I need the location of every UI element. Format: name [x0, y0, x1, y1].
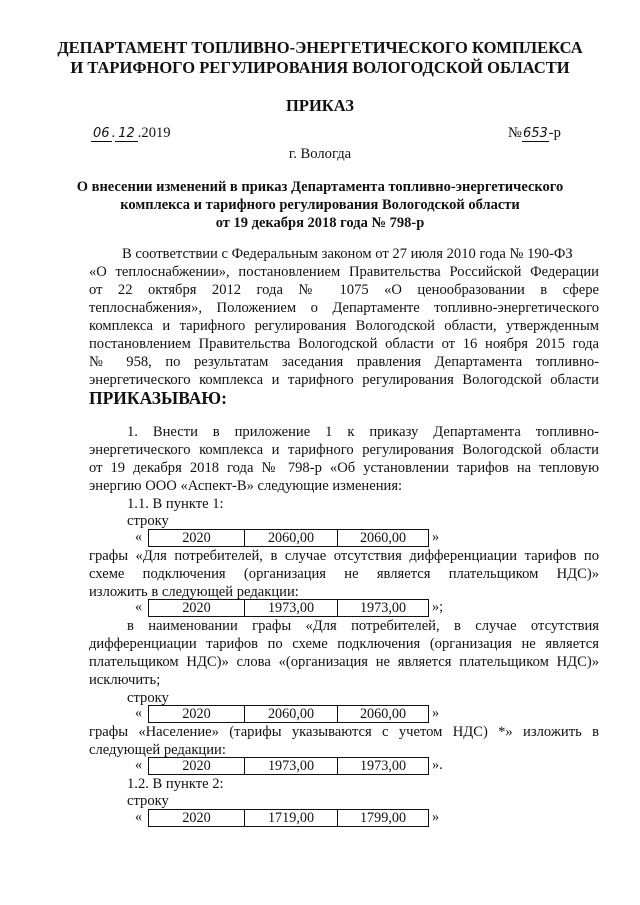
tariff-table	[148, 599, 429, 617]
stroku-label: строку	[127, 513, 169, 529]
department-name-line-1: ДЕПАРТАМЕНТ ТОПЛИВНО-ЭНЕРГЕТИЧЕСКОГО КОМПЛЕКСА	[57, 38, 583, 57]
document-type: ПРИКАЗ	[286, 96, 354, 115]
preamble-line: В соответствии с Федеральным законом от 27 июля 2010 года № 190-ФЗ	[122, 246, 573, 262]
value-cell: 1973,00	[245, 600, 338, 616]
row-open-quote: «	[135, 529, 143, 545]
subitem-1-1: 1.1. В пункте 1:	[127, 496, 224, 512]
row-open-quote: «	[135, 599, 143, 615]
row-open-quote: «	[135, 757, 143, 773]
tariff-table	[148, 529, 429, 547]
item1-line: 1. Внести в приложение 1 к приказу Департамента топливно-	[127, 424, 599, 440]
number-suffix: -р	[548, 125, 561, 141]
department-name-line-2: И ТАРИФНОГО РЕГУЛИРОВАНИЯ ВОЛОГОДСКОЙ ОБЛАСТИ	[70, 58, 570, 77]
item1-line: от 19 декабря 2018 года № 798-р «Об установлении тарифов на тепловую	[89, 460, 599, 476]
value-cell: 2060,00	[359, 706, 407, 722]
stroku-label: строку	[127, 793, 169, 809]
grafy-line: схеме подключения (организация не является плательщиком НДС)»	[89, 566, 599, 582]
tariff-table	[148, 757, 429, 775]
tariff-row	[135, 529, 445, 546]
value-cell: 1973,00	[245, 758, 338, 774]
tariff-row	[135, 757, 455, 774]
preamble-line: комплекса и тарифного регулирования Вологодской области, утвержденным	[89, 318, 599, 334]
tariff-table	[148, 705, 429, 723]
value-cell: 1973,00	[359, 758, 407, 774]
grafy-line: графы «Для потребителей, в случае отсутствия дифференциации тарифов по	[89, 548, 599, 564]
title-line-3: от 19 декабря 2018 года № 798-р	[215, 215, 425, 231]
year-cell: 2020	[149, 758, 245, 774]
value-cell: 2060,00	[359, 530, 407, 546]
naim-line: дифференциации тарифов по схеме подключения (организация не является	[89, 636, 599, 652]
grafy-line: изложить в следующей редакции:	[89, 584, 299, 600]
date-day: 06	[93, 126, 110, 141]
row-close-quote: »;	[432, 599, 444, 615]
order-number	[508, 125, 561, 142]
grafy-line: следующей редакции:	[89, 742, 226, 758]
row-close-quote: ».	[432, 757, 443, 773]
tariff-row	[135, 705, 445, 722]
value-cell: 1719,00	[245, 810, 338, 826]
row-close-quote: »	[432, 529, 440, 545]
tariff-row	[135, 599, 455, 616]
number-value: 653	[522, 126, 548, 141]
preamble-line: от 22 октября 2012 года № 1075 «О ценообразовании в сфере	[89, 282, 599, 298]
grafy-line: графы «Население» (тарифы указываются с учетом НДС) *» изложить в	[89, 724, 599, 740]
preamble-line: постановлением Правительства Вологодской области от 16 ноября 2015 года	[89, 336, 599, 352]
year-cell: 2020	[149, 530, 245, 546]
preamble-line: теплоснабжения», Положением о Департаменте топливно-энергетического	[89, 300, 599, 316]
date-month: 12	[115, 126, 138, 142]
year-cell: 2020	[149, 600, 245, 616]
preamble-line: «О теплоснабжении», постановлением Правительства Российской Федерации	[89, 264, 599, 280]
tariff-row	[135, 809, 445, 826]
tariff-table	[148, 809, 429, 827]
year-cell: 2020	[149, 706, 245, 722]
naim-line: в наименовании графы «Для потребителей, в случае отсутствия	[127, 618, 599, 634]
row-close-quote: »	[432, 705, 440, 721]
value-cell: 1973,00	[359, 600, 407, 616]
preamble-line: № 958, по результатам заседания правления Департамента топливно-	[89, 354, 599, 370]
value-cell: 2060,00	[245, 706, 338, 722]
city: г. Вологда	[288, 146, 352, 162]
item1-line: энергетического комплекса и тарифного регулирования Вологодской области	[89, 442, 599, 458]
number-prefix: №	[508, 125, 522, 141]
title-line-1: О внесении изменений в приказ Департамента топливно-энергетического	[76, 179, 564, 195]
value-cell: 1799,00	[359, 810, 407, 826]
row-close-quote: »	[432, 809, 440, 825]
date-year: .2019	[137, 125, 171, 141]
subitem-1-2: 1.2. В пункте 2:	[127, 776, 224, 792]
value-cell: 2060,00	[245, 530, 338, 546]
year-cell: 2020	[149, 810, 245, 826]
row-open-quote: «	[135, 705, 143, 721]
naim-line: исключить;	[89, 672, 161, 688]
order-date: 06 . 12 .2019	[93, 125, 171, 141]
preamble-line: энергетического комплекса и тарифного регулирования Вологодской области	[89, 372, 599, 388]
item1-line: энергию ООО «Аспект-В» следующие изменения:	[89, 478, 403, 494]
naim-line: плательщиком НДС)» слова «(организация не является плательщиком НДС)»	[89, 654, 599, 670]
order-word: ПРИКАЗЫВАЮ:	[89, 388, 227, 408]
stroku-label: строку	[127, 690, 169, 706]
title-line-2: комплекса и тарифного регулирования Вологодской области	[120, 197, 520, 213]
row-open-quote: «	[135, 809, 143, 825]
